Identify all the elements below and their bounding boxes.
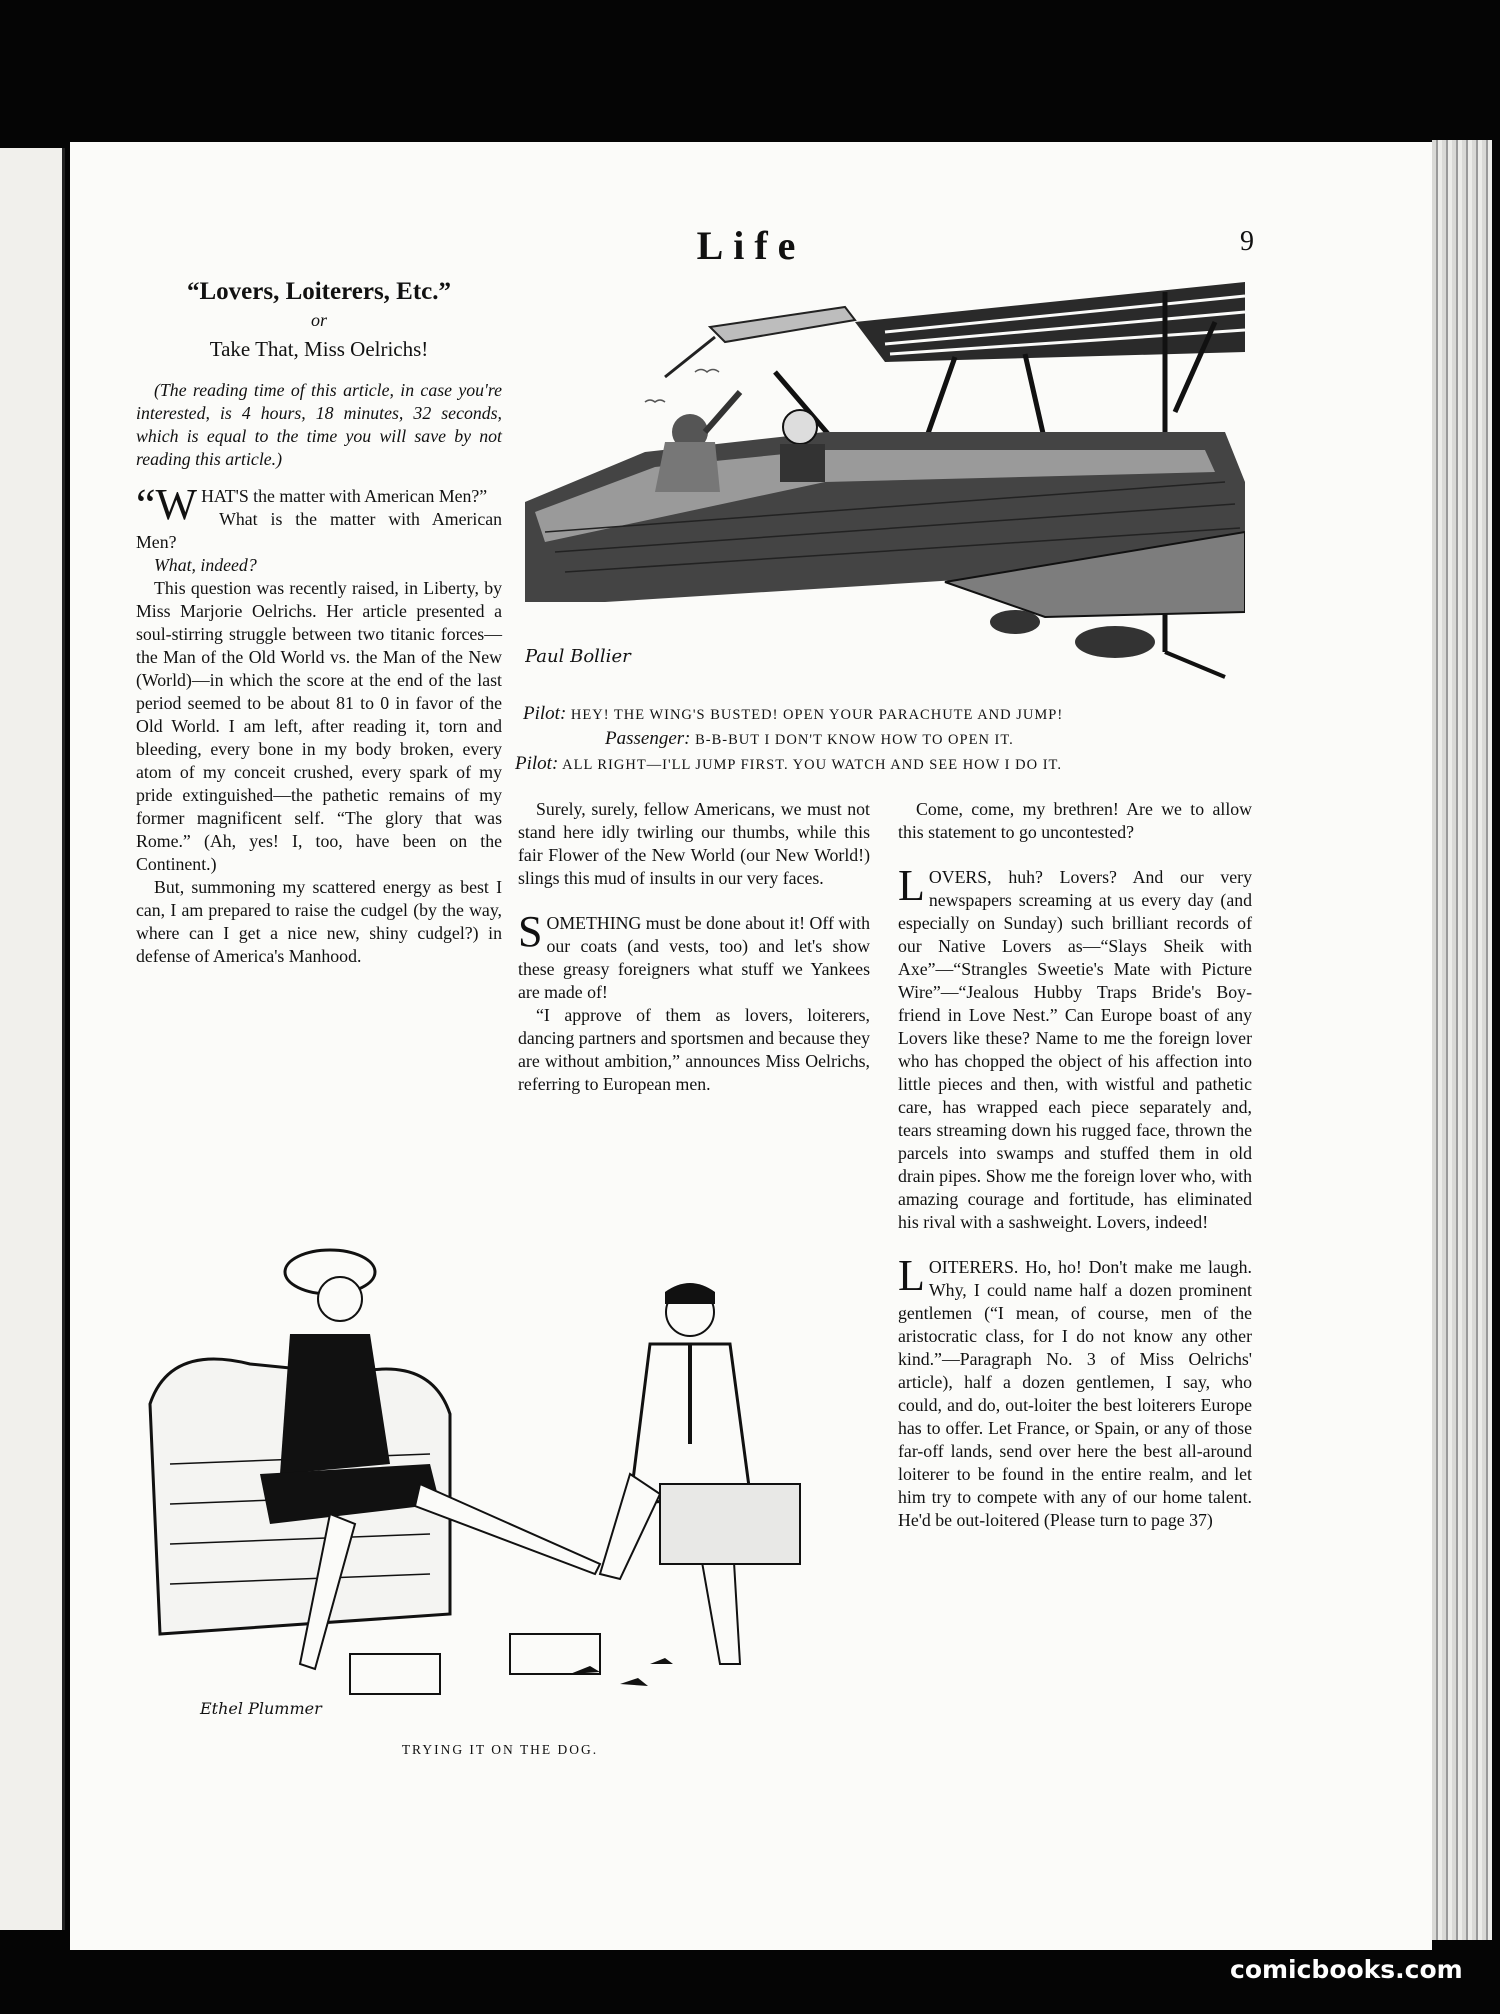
article-or: or <box>310 310 327 330</box>
cartoon-biplane-illustration <box>525 282 1245 686</box>
magazine-page <box>70 142 1432 1950</box>
page-number: 9 <box>1240 226 1254 257</box>
article-paragraph: SOMETHING must be done about it! Off with our coats (and vests, too) and let's show these greasy foreigners what stuff we Yankees are made of! <box>518 907 870 1002</box>
article-paragraph: “WHAT'S the matter with American Men?” <box>136 480 488 529</box>
masthead: Life <box>696 223 806 268</box>
article-column-3 <box>898 798 1252 1532</box>
plane-cartoon-signature: Paul Bollier <box>525 646 631 667</box>
article-paragraph: LOVERS, huh? Lovers? And our very newspapers screaming at us every day (and especially on Sunday) such brilliant records of our Native Lovers as—“Slays Sheik with Axe”—“Strangles Sweetie's Mate with Picture Wire”—“Jealous Hubby Traps Bride's Boy-friend in Love Nest.” Can Europe boast of any Lovers like these? Name to me the foreign lover who has chopped the object of his affection into little pieces and then, with wistful and pathetic care, has wrapped each piece separately and, tears streaming down his rugged face, thrown the parcels into swamps and stuffed them in old drain pipes. Show me the foreign lover who, with amazing courage and fortitude, has eliminated his rival with a sashweight. Lovers, indeed! <box>898 861 1252 1232</box>
article-paragraph: “I approve of them as lovers, loiterers, dancing partners and sportsmen and because they are without ambition,” announces Miss Oelrichs, referring to European men. <box>518 1005 870 1094</box>
article-paragraph: What is the matter with American Men? <box>136 509 502 552</box>
caption-line: Passenger: B-B-BUT I DON'T KNOW HOW TO OPEN IT. <box>605 728 1014 749</box>
caption-line: Pilot: HEY! THE WING'S BUSTED! OPEN YOUR PARACHUTE AND JUMP! <box>523 703 1064 724</box>
article-paragraph: Surely, surely, fellow Americans, we must not stand here idly twirling our thumbs, while this fair Flower of the New World (our New World!) slings this mud of insults in our very faces. <box>518 799 870 888</box>
article-subtitle: Take That, Miss Oelrichs! <box>209 337 429 361</box>
article-paragraph: LOITERERS. Ho, ho! Don't make me laugh. Why, I could name half a dozen prominent gentlemen (“I mean, of course, men of the aristocratic class, for I do not know any other kind.”—Paragraph No. 3 of Miss Oelrichs' article), half a dozen gentlemen, I say, who could, and do, out-loiter the best loiterers Europe has to offer. Let France, or Spain, or any of those far-off lands, send over here the best all-around loiterer to be found in the entire realm, and let him try to compete with any of our home talent. He'd be out-loitered (Please turn to page 37) <box>898 1251 1252 1530</box>
article-column-1 <box>136 280 502 968</box>
article-paragraph: Come, come, my brethren! Are we to allow this statement to go uncontested? <box>898 799 1252 842</box>
caption-line: Pilot: ALL RIGHT—I'LL JUMP FIRST. YOU WATCH AND SEE HOW I DO IT. <box>515 753 1062 774</box>
couple-cartoon-caption: TRYING IT ON THE DOG. <box>401 1742 599 1757</box>
article-paragraph: But, summoning my scattered energy as best I can, I am prepared to raise the cudgel (by the way, where can I get a nice new, shiny cudgel?) in defense of America's Manhood. <box>136 877 502 966</box>
couple-cartoon-signature: Ethel Plummer <box>200 1699 322 1718</box>
article-column-2 <box>518 798 870 1096</box>
page-stack-edge <box>1432 140 1492 1940</box>
cartoon-couple-illustration <box>130 1184 870 1864</box>
article-title: “Lovers, Loiterers, Etc.” <box>186 278 452 305</box>
article-paragraph: This question was recently raised, in Liberty, by Miss Marjorie Oelrichs. Her article presented a soul-stirring struggle between two titanic forces—the Man of the Old World vs. the Man of the New (World)—in which the score at the end of the last period seemed to be about 81 to 0 in favor of the Old World. I am left, after reading it, torn and bleeding, every bone in my body broken, every atom of my conceit crushed, every spark of my pride extinguished—the pathetic remains of my former magnificent self. “The glory that was Rome.” (Ah, yes! I, too, have been on the Continent.) <box>136 578 502 874</box>
site-watermark: comicbooks.com <box>1230 1955 1463 1984</box>
article-intro: (The reading time of this article, in case you're interested, is 4 hours, 18 minutes, 32 seconds, which is equal to the time you will save by not reading this article.) <box>136 380 502 469</box>
facing-page-edge <box>0 148 65 1930</box>
article-paragraph: What, indeed? <box>154 555 257 575</box>
plane-cartoon-caption <box>515 702 1255 777</box>
